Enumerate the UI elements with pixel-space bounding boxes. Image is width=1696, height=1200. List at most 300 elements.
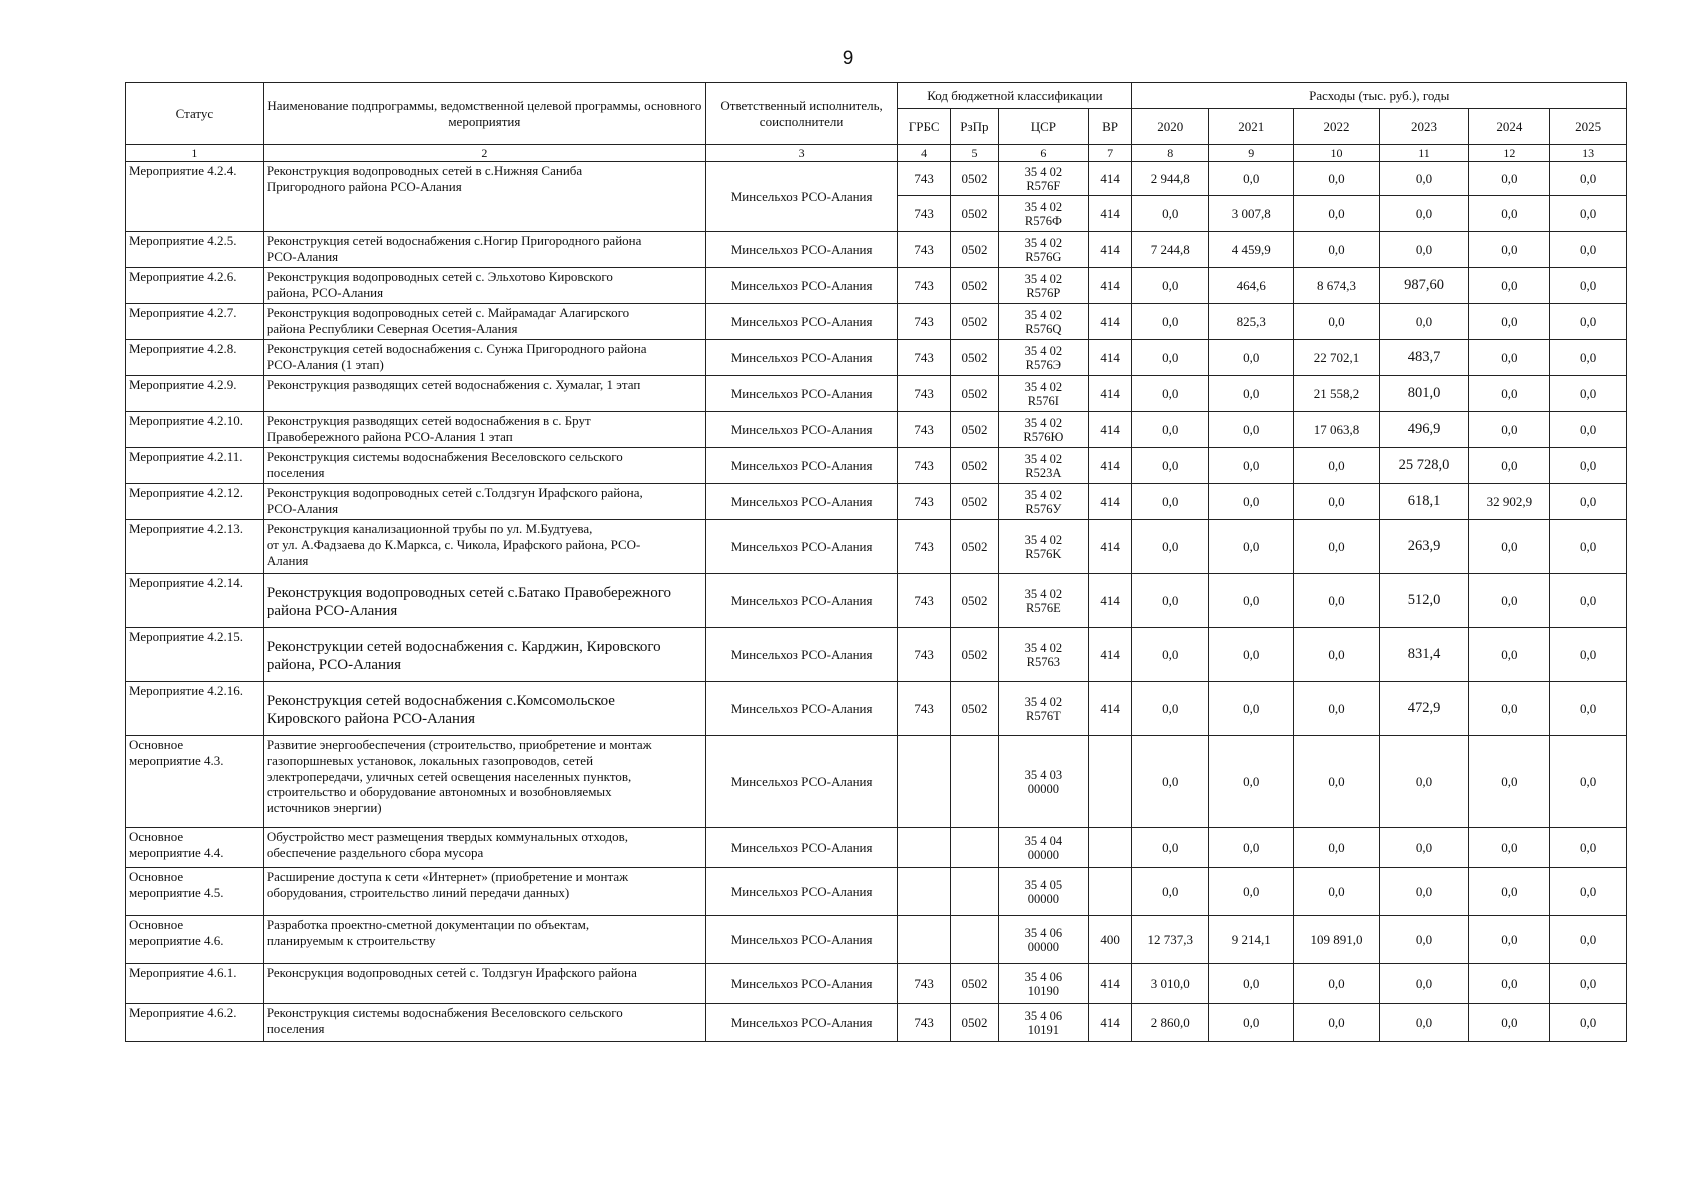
amount-cell: 0,0 — [1550, 412, 1627, 448]
vr-cell: 414 — [1088, 1004, 1132, 1042]
name-cell: Реконструкция системы водоснабжения Веселовского сельского поселения — [263, 1004, 705, 1042]
amount-cell: 0,0 — [1550, 304, 1627, 340]
status-cell: Основное мероприятие 4.3. — [126, 736, 264, 828]
vr-cell — [1088, 828, 1132, 868]
table-row — [126, 964, 1627, 1004]
name-cell: Реконструкция системы водоснабжения Веселовского сельского поселения — [263, 448, 705, 484]
amount-cell: 0,0 — [1209, 340, 1294, 376]
amount-cell: 0,0 — [1209, 1004, 1294, 1042]
amount-cell: 0,0 — [1209, 412, 1294, 448]
amount-cell: 0,0 — [1379, 828, 1469, 868]
header-expenses: Расходы (тыс. руб.), годы — [1132, 83, 1627, 109]
amount-cell: 0,0 — [1294, 828, 1379, 868]
amount-cell: 0,0 — [1209, 484, 1294, 520]
rzpr-cell: 0502 — [950, 412, 998, 448]
grbs-cell: 743 — [898, 376, 951, 412]
table-row — [126, 162, 1627, 196]
csr-cell: 35 4 02 R576Ю — [999, 412, 1089, 448]
vr-cell: 414 — [1088, 232, 1132, 268]
executor-cell: Минсельхоз РСО-Алания — [705, 828, 898, 868]
status-cell: Мероприятие 4.6.1. — [126, 964, 264, 1004]
grbs-cell: 743 — [898, 232, 951, 268]
amount-cell: 0,0 — [1379, 964, 1469, 1004]
amount-cell: 0,0 — [1132, 574, 1209, 628]
rzpr-cell: 0502 — [950, 964, 998, 1004]
column-number: 11 — [1379, 145, 1469, 162]
csr-cell: 35 4 02 R576G — [999, 232, 1089, 268]
name-cell: Реконструкция водопроводных сетей с. Эльхотово Кировского района, РСО-Алания — [263, 268, 705, 304]
amount-cell: 987,60 — [1379, 268, 1469, 304]
status-cell: Мероприятие 4.2.7. — [126, 304, 264, 340]
vr-cell: 414 — [1088, 304, 1132, 340]
amount-cell: 0,0 — [1294, 868, 1379, 916]
table-row — [126, 828, 1627, 868]
amount-cell: 496,9 — [1379, 412, 1469, 448]
vr-cell — [1088, 868, 1132, 916]
amount-cell: 0,0 — [1294, 520, 1379, 574]
vr-cell: 414 — [1088, 376, 1132, 412]
amount-cell: 512,0 — [1379, 574, 1469, 628]
amount-cell: 0,0 — [1294, 162, 1379, 196]
rzpr-cell: 0502 — [950, 574, 998, 628]
grbs-cell: 743 — [898, 340, 951, 376]
executor-cell: Минсельхоз РСО-Алания — [705, 304, 898, 340]
amount-cell: 8 674,3 — [1294, 268, 1379, 304]
table-row — [126, 628, 1627, 682]
amount-cell: 0,0 — [1469, 448, 1550, 484]
vr-cell: 400 — [1088, 916, 1132, 964]
grbs-cell: 743 — [898, 682, 951, 736]
amount-cell: 0,0 — [1469, 868, 1550, 916]
amount-cell: 0,0 — [1469, 268, 1550, 304]
amount-cell: 472,9 — [1379, 682, 1469, 736]
column-number: 4 — [898, 145, 951, 162]
amount-cell: 7 244,8 — [1132, 232, 1209, 268]
amount-cell: 483,7 — [1379, 340, 1469, 376]
vr-cell: 414 — [1088, 574, 1132, 628]
column-number: 3 — [705, 145, 898, 162]
amount-cell: 0,0 — [1550, 964, 1627, 1004]
table-row — [126, 304, 1627, 340]
name-cell: Расширение доступа к сети «Интернет» (приобретение и монтаж оборудования, строительство линий передачи данных) — [263, 868, 705, 916]
vr-cell: 414 — [1088, 448, 1132, 484]
amount-cell: 0,0 — [1132, 868, 1209, 916]
amount-cell: 0,0 — [1550, 682, 1627, 736]
executor-cell: Минсельхоз РСО-Алания — [705, 682, 898, 736]
column-number: 9 — [1209, 145, 1294, 162]
amount-cell: 0,0 — [1550, 448, 1627, 484]
status-cell: Мероприятие 4.2.14. — [126, 574, 264, 628]
executor-cell: Минсельхоз РСО-Алания — [705, 162, 898, 232]
status-cell: Мероприятие 4.2.6. — [126, 268, 264, 304]
table-row — [126, 682, 1627, 736]
name-cell: Реконструкция водопроводных сетей с. Майрамадаг Алагирского района Республики Северная Осетия-Алания — [263, 304, 705, 340]
amount-cell: 0,0 — [1469, 682, 1550, 736]
table-row — [126, 412, 1627, 448]
amount-cell: 0,0 — [1379, 916, 1469, 964]
amount-cell: 0,0 — [1469, 376, 1550, 412]
amount-cell: 0,0 — [1469, 340, 1550, 376]
table-row — [126, 376, 1627, 412]
name-cell: Реконструкция сетей водоснабжения с.Комсомольское Кировского района РСО-Алания — [263, 682, 705, 736]
executor-cell: Минсельхоз РСО-Алания — [705, 412, 898, 448]
amount-cell: 0,0 — [1469, 162, 1550, 196]
csr-cell: 35 4 02 R576T — [999, 682, 1089, 736]
header-year: 2024 — [1469, 109, 1550, 145]
status-cell: Мероприятие 4.2.12. — [126, 484, 264, 520]
csr-cell: 35 4 03 00000 — [999, 736, 1089, 828]
column-number: 1 — [126, 145, 264, 162]
amount-cell: 0,0 — [1209, 376, 1294, 412]
amount-cell: 3 010,0 — [1132, 964, 1209, 1004]
header-executor: Ответственный исполнитель, соисполнители — [705, 83, 898, 145]
vr-cell: 414 — [1088, 162, 1132, 196]
header-budget-code: Код бюджетной классификации — [898, 83, 1132, 109]
csr-cell: 35 4 02 R576Ф — [999, 196, 1089, 232]
executor-cell: Минсельхоз РСО-Алания — [705, 448, 898, 484]
column-number: 13 — [1550, 145, 1627, 162]
amount-cell: 825,3 — [1209, 304, 1294, 340]
header-year: 2020 — [1132, 109, 1209, 145]
header-year: 2021 — [1209, 109, 1294, 145]
executor-cell: Минсельхоз РСО-Алания — [705, 868, 898, 916]
executor-cell: Минсельхоз РСО-Алания — [705, 916, 898, 964]
csr-cell: 35 4 02 R576F — [999, 162, 1089, 196]
name-cell: Реконструкции сетей водоснабжения с. Карджин, Кировского района, РСО-Алания — [263, 628, 705, 682]
amount-cell: 0,0 — [1209, 628, 1294, 682]
vr-cell: 414 — [1088, 484, 1132, 520]
grbs-cell: 743 — [898, 448, 951, 484]
grbs-cell: 743 — [898, 574, 951, 628]
status-cell: Мероприятие 4.2.11. — [126, 448, 264, 484]
amount-cell: 0,0 — [1294, 628, 1379, 682]
name-cell: Развитие энергообеспечения (строительство, приобретение и монтаж газопоршневых установок, локальных газопроводов, сетей электропередачи, уличных сетей освещения населенных пунктов, строительство и оборудование автономных и возобновляемых источников энергии) — [263, 736, 705, 828]
header-year: 2025 — [1550, 109, 1627, 145]
amount-cell: 0,0 — [1294, 682, 1379, 736]
status-cell: Мероприятие 4.2.9. — [126, 376, 264, 412]
amount-cell: 0,0 — [1132, 520, 1209, 574]
amount-cell: 0,0 — [1550, 628, 1627, 682]
table-row — [126, 574, 1627, 628]
amount-cell: 263,9 — [1379, 520, 1469, 574]
executor-cell: Минсельхоз РСО-Алания — [705, 1004, 898, 1042]
amount-cell: 464,6 — [1209, 268, 1294, 304]
amount-cell: 0,0 — [1379, 196, 1469, 232]
grbs-cell: 743 — [898, 628, 951, 682]
csr-cell: 35 4 02 R576K — [999, 520, 1089, 574]
amount-cell: 0,0 — [1550, 268, 1627, 304]
amount-cell: 0,0 — [1550, 376, 1627, 412]
amount-cell: 0,0 — [1294, 484, 1379, 520]
grbs-cell: 743 — [898, 964, 951, 1004]
vr-cell: 414 — [1088, 196, 1132, 232]
grbs-cell: 743 — [898, 268, 951, 304]
amount-cell: 0,0 — [1550, 340, 1627, 376]
amount-cell: 0,0 — [1294, 964, 1379, 1004]
table-row — [126, 268, 1627, 304]
vr-cell: 414 — [1088, 628, 1132, 682]
amount-cell: 0,0 — [1132, 448, 1209, 484]
amount-cell: 0,0 — [1469, 304, 1550, 340]
status-cell: Мероприятие 4.6.2. — [126, 1004, 264, 1042]
csr-cell: 35 4 06 10190 — [999, 964, 1089, 1004]
name-cell: Обустройство мест размещения твердых коммунальных отходов, обеспечение раздельного сбора мусора — [263, 828, 705, 868]
csr-cell: 35 4 02 R576У — [999, 484, 1089, 520]
executor-cell: Минсельхоз РСО-Алания — [705, 268, 898, 304]
amount-cell: 0,0 — [1469, 520, 1550, 574]
executor-cell: Минсельхоз РСО-Алания — [705, 964, 898, 1004]
amount-cell: 0,0 — [1294, 574, 1379, 628]
rzpr-cell: 0502 — [950, 376, 998, 412]
amount-cell: 0,0 — [1469, 412, 1550, 448]
amount-cell: 0,0 — [1209, 162, 1294, 196]
vr-cell: 414 — [1088, 520, 1132, 574]
name-cell: Реконструкция водопроводных сетей с.Толдзгун Ирафского района, РСО-Алания — [263, 484, 705, 520]
name-cell: Реконструкция разводящих сетей водоснабжения в с. Брут Правобережного района РСО-Алания 1 этап — [263, 412, 705, 448]
rzpr-cell: 0502 — [950, 1004, 998, 1042]
csr-cell: 35 4 02 R523A — [999, 448, 1089, 484]
header-year: 2022 — [1294, 109, 1379, 145]
amount-cell: 0,0 — [1469, 574, 1550, 628]
amount-cell: 0,0 — [1550, 868, 1627, 916]
column-number: 6 — [999, 145, 1089, 162]
amount-cell: 9 214,1 — [1209, 916, 1294, 964]
amount-cell: 0,0 — [1379, 304, 1469, 340]
amount-cell: 3 007,8 — [1209, 196, 1294, 232]
status-cell: Мероприятие 4.2.4. — [126, 162, 264, 232]
amount-cell: 0,0 — [1550, 574, 1627, 628]
executor-cell: Минсельхоз РСО-Алания — [705, 520, 898, 574]
grbs-cell: 743 — [898, 412, 951, 448]
status-cell: Мероприятие 4.2.8. — [126, 340, 264, 376]
amount-cell: 0,0 — [1132, 628, 1209, 682]
header-vr: ВР — [1088, 109, 1132, 145]
vr-cell: 414 — [1088, 340, 1132, 376]
amount-cell: 0,0 — [1550, 1004, 1627, 1042]
name-cell: Реконструкция водопроводных сетей с.Батако Правобережного района РСО-Алания — [263, 574, 705, 628]
amount-cell: 0,0 — [1469, 964, 1550, 1004]
csr-cell: 35 4 02 R576P — [999, 268, 1089, 304]
csr-cell: 35 4 06 00000 — [999, 916, 1089, 964]
column-number: 5 — [950, 145, 998, 162]
table-row — [126, 1004, 1627, 1042]
amount-cell: 0,0 — [1132, 340, 1209, 376]
amount-cell: 0,0 — [1209, 964, 1294, 1004]
table-row — [126, 340, 1627, 376]
amount-cell: 0,0 — [1294, 232, 1379, 268]
grbs-cell — [898, 916, 951, 964]
header-year: 2023 — [1379, 109, 1469, 145]
executor-cell: Минсельхоз РСО-Алания — [705, 340, 898, 376]
executor-cell: Минсельхоз РСО-Алания — [705, 376, 898, 412]
table-row — [126, 448, 1627, 484]
name-cell: Реконструкция разводящих сетей водоснабжения с. Хумалаг, 1 этап — [263, 376, 705, 412]
amount-cell: 0,0 — [1209, 736, 1294, 828]
header-grbs: ГРБС — [898, 109, 951, 145]
amount-cell: 0,0 — [1132, 304, 1209, 340]
amount-cell: 0,0 — [1132, 682, 1209, 736]
csr-cell: 35 4 02 R576Э — [999, 340, 1089, 376]
amount-cell: 0,0 — [1209, 574, 1294, 628]
rzpr-cell: 0502 — [950, 162, 998, 196]
amount-cell: 0,0 — [1469, 196, 1550, 232]
grbs-cell — [898, 868, 951, 916]
csr-cell: 35 4 02 R576I — [999, 376, 1089, 412]
grbs-cell: 743 — [898, 520, 951, 574]
table-row — [126, 736, 1627, 828]
amount-cell: 0,0 — [1209, 868, 1294, 916]
amount-cell: 0,0 — [1294, 448, 1379, 484]
table-row — [126, 232, 1627, 268]
name-cell: Реконсрукция водопроводных сетей с. Толдзгун Ирафского района — [263, 964, 705, 1004]
amount-cell: 25 728,0 — [1379, 448, 1469, 484]
amount-cell: 0,0 — [1209, 448, 1294, 484]
amount-cell: 0,0 — [1469, 916, 1550, 964]
amount-cell: 0,0 — [1294, 304, 1379, 340]
status-cell: Мероприятие 4.2.16. — [126, 682, 264, 736]
table-row — [126, 868, 1627, 916]
grbs-cell: 743 — [898, 304, 951, 340]
amount-cell: 0,0 — [1550, 736, 1627, 828]
status-cell: Основное мероприятие 4.5. — [126, 868, 264, 916]
page-number: 9 — [842, 48, 854, 69]
table-body — [126, 162, 1627, 1042]
amount-cell: 0,0 — [1294, 196, 1379, 232]
amount-cell: 801,0 — [1379, 376, 1469, 412]
grbs-cell: 743 — [898, 1004, 951, 1042]
status-cell: Мероприятие 4.2.10. — [126, 412, 264, 448]
status-cell: Основное мероприятие 4.6. — [126, 916, 264, 964]
amount-cell: 0,0 — [1469, 1004, 1550, 1042]
header-name: Наименование подпрограммы, ведомственной целевой программы, основного мероприятия — [263, 83, 705, 145]
grbs-cell — [898, 828, 951, 868]
amount-cell: 0,0 — [1132, 196, 1209, 232]
amount-cell: 0,0 — [1550, 828, 1627, 868]
vr-cell: 414 — [1088, 964, 1132, 1004]
amount-cell: 0,0 — [1469, 736, 1550, 828]
rzpr-cell — [950, 916, 998, 964]
header-status: Статус — [126, 83, 264, 145]
amount-cell: 0,0 — [1550, 484, 1627, 520]
rzpr-cell: 0502 — [950, 628, 998, 682]
status-cell: Мероприятие 4.2.5. — [126, 232, 264, 268]
amount-cell: 0,0 — [1379, 232, 1469, 268]
rzpr-cell — [950, 868, 998, 916]
amount-cell: 0,0 — [1209, 682, 1294, 736]
amount-cell: 2 944,8 — [1132, 162, 1209, 196]
column-number: 8 — [1132, 145, 1209, 162]
name-cell: Реконструкция сетей водоснабжения с.Ногир Пригородного района РСО-Алания — [263, 232, 705, 268]
table-row — [126, 484, 1627, 520]
status-cell: Мероприятие 4.2.13. — [126, 520, 264, 574]
vr-cell: 414 — [1088, 682, 1132, 736]
executor-cell: Минсельхоз РСО-Алания — [705, 628, 898, 682]
amount-cell: 0,0 — [1550, 232, 1627, 268]
amount-cell: 0,0 — [1132, 268, 1209, 304]
amount-cell: 21 558,2 — [1294, 376, 1379, 412]
grbs-cell — [898, 736, 951, 828]
amount-cell: 0,0 — [1132, 736, 1209, 828]
rzpr-cell: 0502 — [950, 196, 998, 232]
name-cell: Реконструкция канализационной трубы по ул. М.Будтуева, от ул. А.Фадзаева до К.Маркса, с. Чикола, Ирафского района, РСО- Алания — [263, 520, 705, 574]
amount-cell: 0,0 — [1379, 868, 1469, 916]
name-cell: Реконструкция водопроводных сетей в с.Нижняя Саниба Пригородного района РСО-Алания — [263, 162, 705, 232]
rzpr-cell: 0502 — [950, 448, 998, 484]
csr-cell: 35 4 06 10191 — [999, 1004, 1089, 1042]
rzpr-cell — [950, 828, 998, 868]
amount-cell: 0,0 — [1132, 412, 1209, 448]
amount-cell: 22 702,1 — [1294, 340, 1379, 376]
executor-cell: Минсельхоз РСО-Алания — [705, 484, 898, 520]
rzpr-cell: 0502 — [950, 682, 998, 736]
executor-cell: Минсельхоз РСО-Алания — [705, 574, 898, 628]
amount-cell: 0,0 — [1132, 484, 1209, 520]
vr-cell — [1088, 736, 1132, 828]
amount-cell: 831,4 — [1379, 628, 1469, 682]
rzpr-cell: 0502 — [950, 484, 998, 520]
header-csr: ЦСР — [999, 109, 1089, 145]
budget-table — [125, 82, 1627, 1042]
grbs-cell: 743 — [898, 196, 951, 232]
rzpr-cell: 0502 — [950, 520, 998, 574]
executor-cell: Минсельхоз РСО-Алания — [705, 736, 898, 828]
amount-cell: 0,0 — [1469, 232, 1550, 268]
amount-cell: 0,0 — [1294, 1004, 1379, 1042]
csr-cell: 35 4 04 00000 — [999, 828, 1089, 868]
amount-cell: 0,0 — [1379, 736, 1469, 828]
csr-cell: 35 4 02 R5763 — [999, 628, 1089, 682]
amount-cell: 17 063,8 — [1294, 412, 1379, 448]
csr-cell: 35 4 02 R576E — [999, 574, 1089, 628]
executor-cell: Минсельхоз РСО-Алания — [705, 232, 898, 268]
table-row — [126, 916, 1627, 964]
vr-cell: 414 — [1088, 268, 1132, 304]
csr-cell: 35 4 05 00000 — [999, 868, 1089, 916]
amount-cell: 0,0 — [1209, 520, 1294, 574]
amount-cell: 0,0 — [1294, 736, 1379, 828]
amount-cell: 109 891,0 — [1294, 916, 1379, 964]
amount-cell: 618,1 — [1379, 484, 1469, 520]
rzpr-cell: 0502 — [950, 340, 998, 376]
amount-cell: 0,0 — [1379, 1004, 1469, 1042]
grbs-cell: 743 — [898, 162, 951, 196]
name-cell: Реконструкция сетей водоснабжения с. Сунжа Пригородного района РСО-Алания (1 этап) — [263, 340, 705, 376]
amount-cell: 0,0 — [1132, 376, 1209, 412]
amount-cell: 12 737,3 — [1132, 916, 1209, 964]
column-number: 12 — [1469, 145, 1550, 162]
amount-cell: 0,0 — [1209, 828, 1294, 868]
amount-cell: 0,0 — [1550, 196, 1627, 232]
csr-cell: 35 4 02 R576Q — [999, 304, 1089, 340]
amount-cell: 0,0 — [1132, 828, 1209, 868]
status-cell: Мероприятие 4.2.15. — [126, 628, 264, 682]
grbs-cell: 743 — [898, 484, 951, 520]
amount-cell: 0,0 — [1469, 628, 1550, 682]
table-row — [126, 520, 1627, 574]
column-number: 2 — [263, 145, 705, 162]
rzpr-cell: 0502 — [950, 304, 998, 340]
rzpr-cell: 0502 — [950, 268, 998, 304]
header-rzpr: РзПр — [950, 109, 998, 145]
amount-cell: 0,0 — [1550, 162, 1627, 196]
amount-cell: 0,0 — [1379, 162, 1469, 196]
rzpr-cell: 0502 — [950, 232, 998, 268]
name-cell: Разработка проектно-сметной документации по объектам, планируемым к строительству — [263, 916, 705, 964]
amount-cell: 2 860,0 — [1132, 1004, 1209, 1042]
column-number: 10 — [1294, 145, 1379, 162]
column-number: 7 — [1088, 145, 1132, 162]
status-cell: Основное мероприятие 4.4. — [126, 828, 264, 868]
